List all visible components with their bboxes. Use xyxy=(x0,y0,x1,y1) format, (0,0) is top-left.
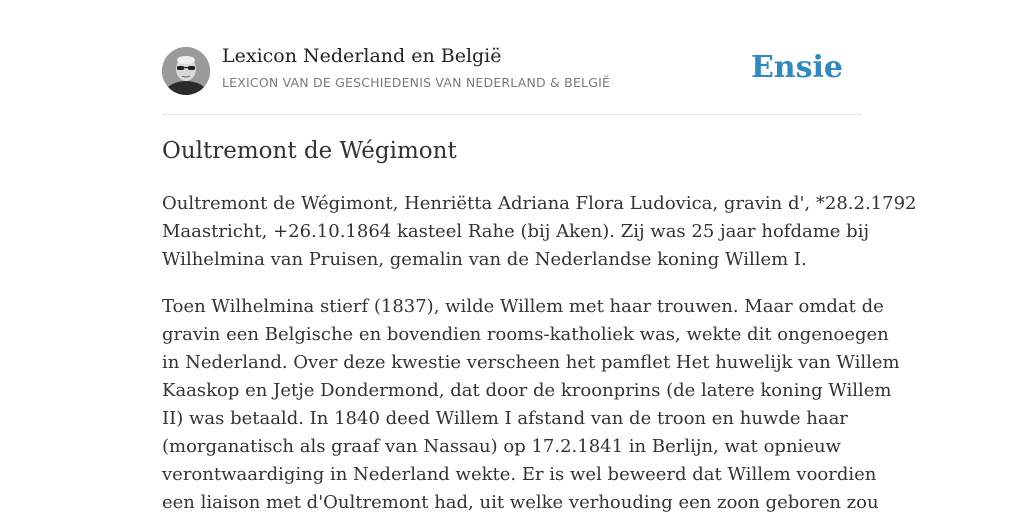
paragraph-line: II) was betaald. In 1840 deed Willem I afstand van de troon en huwde haar xyxy=(162,408,848,429)
source-subtitle: LEXICON VAN DE GESCHIEDENIS VAN NEDERLAND & BELGIË xyxy=(222,75,611,90)
article-paragraph-2 xyxy=(162,293,900,517)
author-avatar-icon[interactable] xyxy=(162,47,210,95)
paragraph-line: Oultremont de Wégimont, Henriëtta Adriana Flora Ludovica, gravin d', *28.2.1792 xyxy=(162,193,917,214)
brand-logo[interactable]: Ensie xyxy=(750,50,843,85)
paragraph-line: (morganatisch als graaf van Nassau) op 17.2.1841 in Berlijn, wat opnieuw xyxy=(162,436,841,457)
paragraph-line: Kaaskop en Jetje Dondermond, dat door de kroonprins (de latere koning Willem xyxy=(162,380,892,401)
paragraph-line: in Nederland. Over deze kwestie verscheen het pamflet Het huwelijk van Willem xyxy=(162,352,900,373)
header xyxy=(162,0,862,115)
paragraph-line: een liaison met d'Oultremont had, uit welke verhouding een zoon geboren zou xyxy=(162,492,879,513)
paragraph-line: Wilhelmina van Pruisen, gemalin van de Nederlandse koning Willem I. xyxy=(162,249,807,270)
avatar-portrait xyxy=(162,47,210,95)
paragraph-line: verontwaardiging in Nederland wekte. Er is wel beweerd dat Willem voordien xyxy=(162,464,877,485)
paragraph-line: gravin een Belgische en bovendien rooms-katholiek was, wekte dit ongenoegen xyxy=(162,324,889,345)
page-container xyxy=(162,0,917,513)
paragraph-line: Toen Wilhelmina stierf (1837), wilde Willem met haar trouwen. Maar omdat de xyxy=(162,296,884,317)
paragraph-line: Maastricht, +26.10.1864 kasteel Rahe (bij Aken). Zij was 25 jaar hofdame bij xyxy=(162,221,870,242)
article-title: Oultremont de Wégimont xyxy=(162,138,457,164)
article-paragraph-1 xyxy=(162,190,917,274)
source-title[interactable]: Lexicon Nederland en België xyxy=(222,45,502,67)
